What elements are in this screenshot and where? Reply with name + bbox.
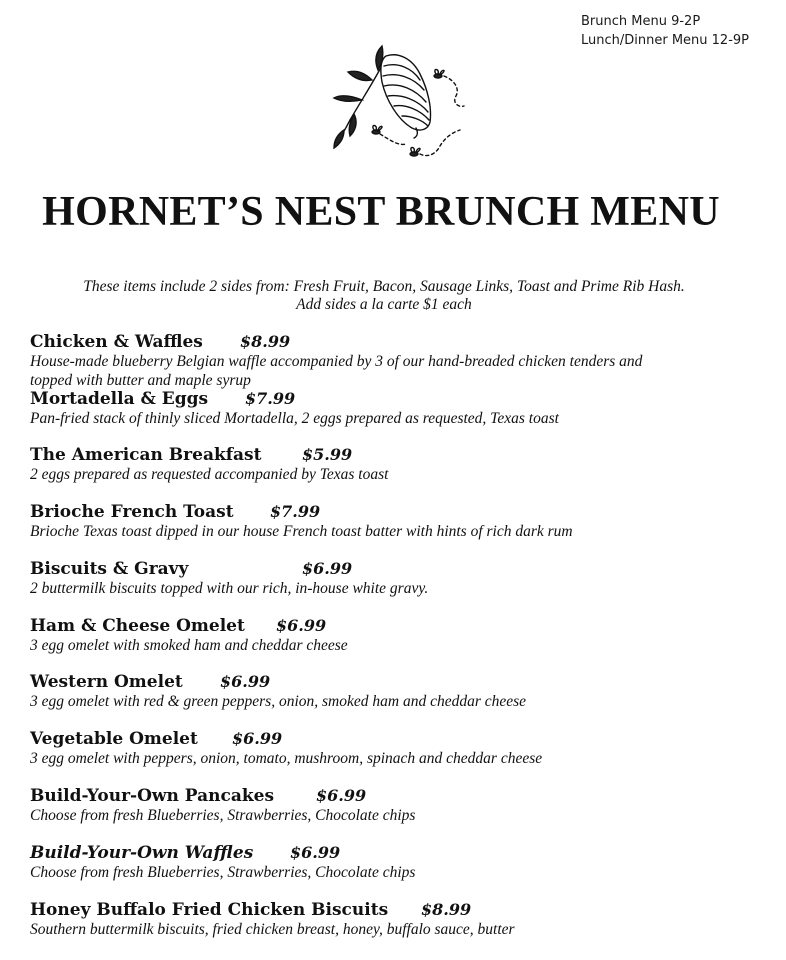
item-description-continued: topped with butter and maple syrup [30, 371, 251, 389]
item-price: $6.99 [220, 672, 271, 692]
item-price: $6.99 [316, 786, 367, 806]
item-description: 3 egg omelet with peppers, onion, tomato, mushroom, spinach and cheddar cheese [30, 750, 543, 768]
hornet-nest-icon [328, 36, 478, 168]
item-name: The American Breakfast [30, 445, 262, 466]
menu-hours [581, 12, 749, 50]
item-name: Mortadella & Eggs [30, 388, 209, 409]
item-description: Southern buttermilk biscuits, fried chicken breast, honey, buffalo sauce, butter [30, 920, 515, 938]
item-price: $6.99 [232, 729, 283, 749]
menu-item [30, 671, 770, 728]
brunch-hours: Brunch Menu 9-2P [581, 14, 701, 29]
menu-item [30, 785, 770, 842]
item-name: Western Omelet [30, 672, 183, 693]
page-title: HORNET’S NEST BRUNCH MENU [42, 189, 720, 235]
item-description: 3 egg omelet with red & green peppers, onion, smoked ham and cheddar cheese [30, 693, 527, 711]
item-price: $5.99 [302, 445, 353, 465]
item-price: $7.99 [270, 502, 321, 522]
lunch-dinner-hours: Lunch/Dinner Menu 12-9P [581, 33, 750, 48]
menu-item [30, 558, 770, 615]
item-price: $7.99 [245, 388, 296, 408]
item-name: Build-Your-Own Waffles [30, 842, 254, 863]
item-name: Build-Your-Own Pancakes [30, 786, 275, 807]
item-description: Brioche Texas toast dipped in our house French toast batter with hints of rich dark rum [30, 523, 573, 541]
menu-item [30, 615, 770, 672]
menu-item [30, 331, 770, 388]
item-name: Ham & Cheese Omelet [30, 615, 245, 636]
item-description: Choose from fresh Blueberries, Strawberries, Chocolate chips [30, 863, 416, 881]
menu-item [30, 899, 770, 956]
sides-note-line-1: These items include 2 sides from: Fresh Fruit, Bacon, Sausage Links, Toast and Prime Rib Hash. [83, 278, 685, 295]
item-price: $6.99 [302, 558, 353, 578]
item-description: 2 buttermilk biscuits topped with our rich, in-house white gravy. [30, 579, 429, 597]
item-description: 3 egg omelet with smoked ham and cheddar cheese [30, 636, 348, 654]
item-description: 2 eggs prepared as requested accompanied by Texas toast [30, 466, 389, 484]
item-name: Brioche French Toast [30, 502, 234, 523]
sides-note [0, 278, 768, 314]
menu-items [30, 331, 770, 955]
item-description: House-made blueberry Belgian waffle accompanied by 3 of our hand-breaded chicken tenders and [30, 353, 643, 370]
item-price: $8.99 [240, 332, 291, 351]
menu-item [30, 728, 770, 785]
item-name: Vegetable Omelet [30, 729, 198, 750]
item-description: Pan-fried stack of thinly sliced Mortadella, 2 eggs prepared as requested, Texas toast [30, 409, 559, 427]
item-name: Biscuits & Gravy [30, 558, 189, 579]
menu-item [30, 842, 770, 899]
menu-item [30, 444, 770, 501]
item-name: Chicken & Waffles [30, 332, 203, 352]
item-price: $6.99 [290, 842, 341, 862]
menu-item [30, 388, 770, 445]
sides-note-line-2: Add sides a la carte $1 each [296, 296, 472, 313]
item-description: Choose from fresh Blueberries, Strawberries, Chocolate chips [30, 807, 416, 825]
menu-item [30, 501, 770, 558]
item-price: $6.99 [276, 615, 327, 635]
item-name: Honey Buffalo Fried Chicken Biscuits [30, 899, 389, 920]
item-price: $8.99 [421, 899, 472, 919]
